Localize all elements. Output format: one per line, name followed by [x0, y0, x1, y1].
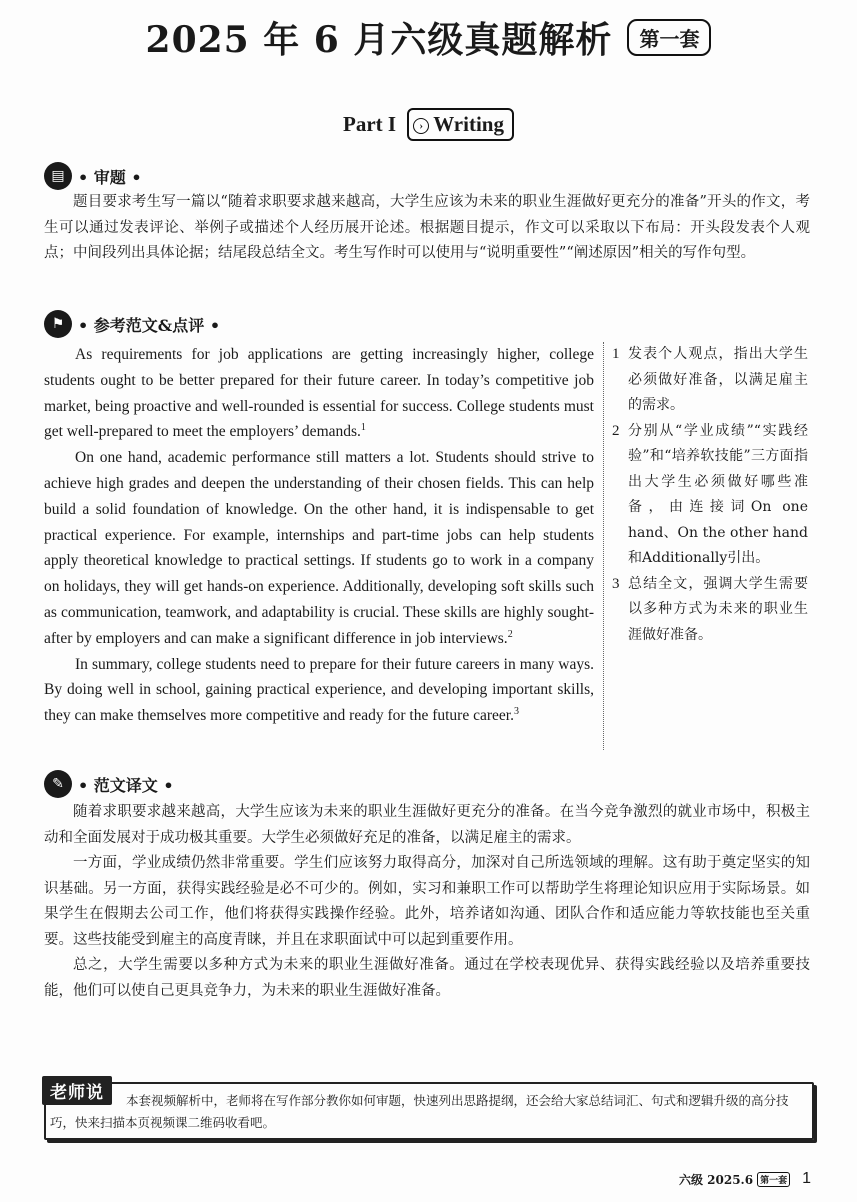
flag-icon: ⚑ — [44, 310, 72, 338]
note-marker: 2 — [507, 628, 513, 640]
footer-exam: 六级 2025.6 — [678, 1172, 754, 1187]
translation-paragraph-3: 总之，大学生需要以多种方式为未来的职业生涯做好准备。通过在学校表现优异、获得实践经验以及培养重要技能，他们可以使自己更具竞争力，为未来的职业生涯做好准备。 — [44, 957, 810, 999]
translation-paragraph-1: 随着求职要求越来越高，大学生应该为未来的职业生涯做好更充分的准备。在当今竞争激烈的就业市场中，积极主动和全面发展对于成功极其重要。大学生必须做好充足的准备，以满足雇主的需求。 — [44, 804, 810, 846]
note-marker: 3 — [513, 706, 519, 718]
part-name: Writing — [433, 112, 504, 136]
document-icon: ▤ — [44, 162, 72, 190]
title-row — [0, 12, 857, 63]
essay-paragraph-3: In summary, college students need to prepare for their future careers in many ways. By doing well in school, gaining practical experience, and developing important skills, they can make themselves more competitive and ready for the future career.$^3$ — [44, 655, 594, 725]
chevron-right-icon: › — [413, 118, 429, 134]
teacher-text: 本套视频解析中，老师将在写作部分教你如何审题，快速列出思路提纲，还会给大家总结词汇、句式和逻辑升级的高分技巧，快来扫描本页视频课二维码收看吧。 — [50, 1093, 789, 1130]
translation-paragraph-2: 一方面，学业成绩仍然非常重要。学生们应该努力取得高分，加深对自己所选领域的理解。这有助于奠定坚实的知识基础。另一方面，获得实践经验是必不可少的。例如，实习和兼职工作可以帮助学生将理论知识应用于实际场景。如果学生在假期去公司工作，他们将获得实践操作经验。此外，培养诸如沟通、团队合作和适应能力等软技能也至关重要。这些技能受到雇主的高度青睐，并且在求职面试中可以起到重要作用。 — [44, 855, 810, 948]
sample-heading — [44, 308, 220, 340]
note-item: 1 发表个人观点，指出大学生必须做好准备，以满足雇主的需求。 — [612, 346, 808, 413]
pen-icon: ✎ — [44, 770, 72, 798]
analysis-text: 题目要求考生写一篇以“随着求职要求越来越高，大学生应该为未来的职业生涯做好更充分的准备”开头的作文，考生可以通过发表评论、举例子或描述个人经历展开论述。根据题目提示，作文可以采取以下布局：开头段发表个人观点；中间段列出具体论据；结尾段总结全文。考生写作时可以使用与“说明重要性”“阐述原因”相关的写作句型。 — [44, 194, 810, 261]
set-badge: 第一套 — [627, 19, 711, 56]
teacher-tag: 老师说 — [42, 1076, 112, 1105]
note-marker: 1 — [360, 422, 366, 434]
page-title: 2025 年 6 月六级真题解析 — [145, 19, 613, 61]
footer-set-badge: 第一套 — [757, 1172, 790, 1187]
essay-paragraph-2: On one hand, academic performance still matters a lot. Students should strive to achieve high grades and deepen the understanding of their chosen fields. This can help build a solid foundation of knowledge. On the other hand, it is indispensable to get practical experience. For example, internships and part-time jobs can help students apply theoretical knowledge to practical settings. If students go to work in a company on holidays, they will get hands-on experience. Additionally, developing soft skills such as communication, teamwork, and adaptability is crucial. These skills are highly sought-after by employers and can make a significant difference in job interviews.$^2$ — [44, 449, 594, 647]
translation-heading — [44, 768, 174, 800]
page-number: 1 — [802, 1170, 811, 1187]
translation-title: • 范文译文 • — [78, 775, 174, 795]
dotted-divider — [603, 342, 604, 750]
page-footer — [679, 1170, 811, 1188]
sample-essay — [44, 342, 594, 729]
teacher-note-box — [44, 1082, 814, 1140]
note-item: 2 分别从“学业成绩”“实践经验”和“培养软技能”三方面指出大学生必须做好哪些准备，由连接词On one hand、On the other hand和Additionally引出。 — [612, 422, 808, 566]
note-item: 3 总结全文，强调大学生需要以多种方式为未来的职业生涯做好准备。 — [612, 575, 808, 643]
part-label: Part I — [343, 112, 397, 136]
essay-paragraph-1: As requirements for job applications are getting increasingly higher, college students ought to be better prepared for their future career. In today’s competitive job market, being proactive and well-rounded is essential for success. College students must get well-prepared to meet the employers’ demands.$^1$ — [44, 346, 594, 441]
commentary-notes — [612, 342, 808, 648]
analysis-title: • 审题 • — [78, 167, 142, 187]
translation-body — [44, 800, 810, 1004]
part-name-box — [407, 108, 514, 141]
sample-title: • 参考范文&点评 • — [78, 315, 221, 335]
analysis-heading — [44, 160, 142, 192]
part-heading — [0, 108, 857, 141]
